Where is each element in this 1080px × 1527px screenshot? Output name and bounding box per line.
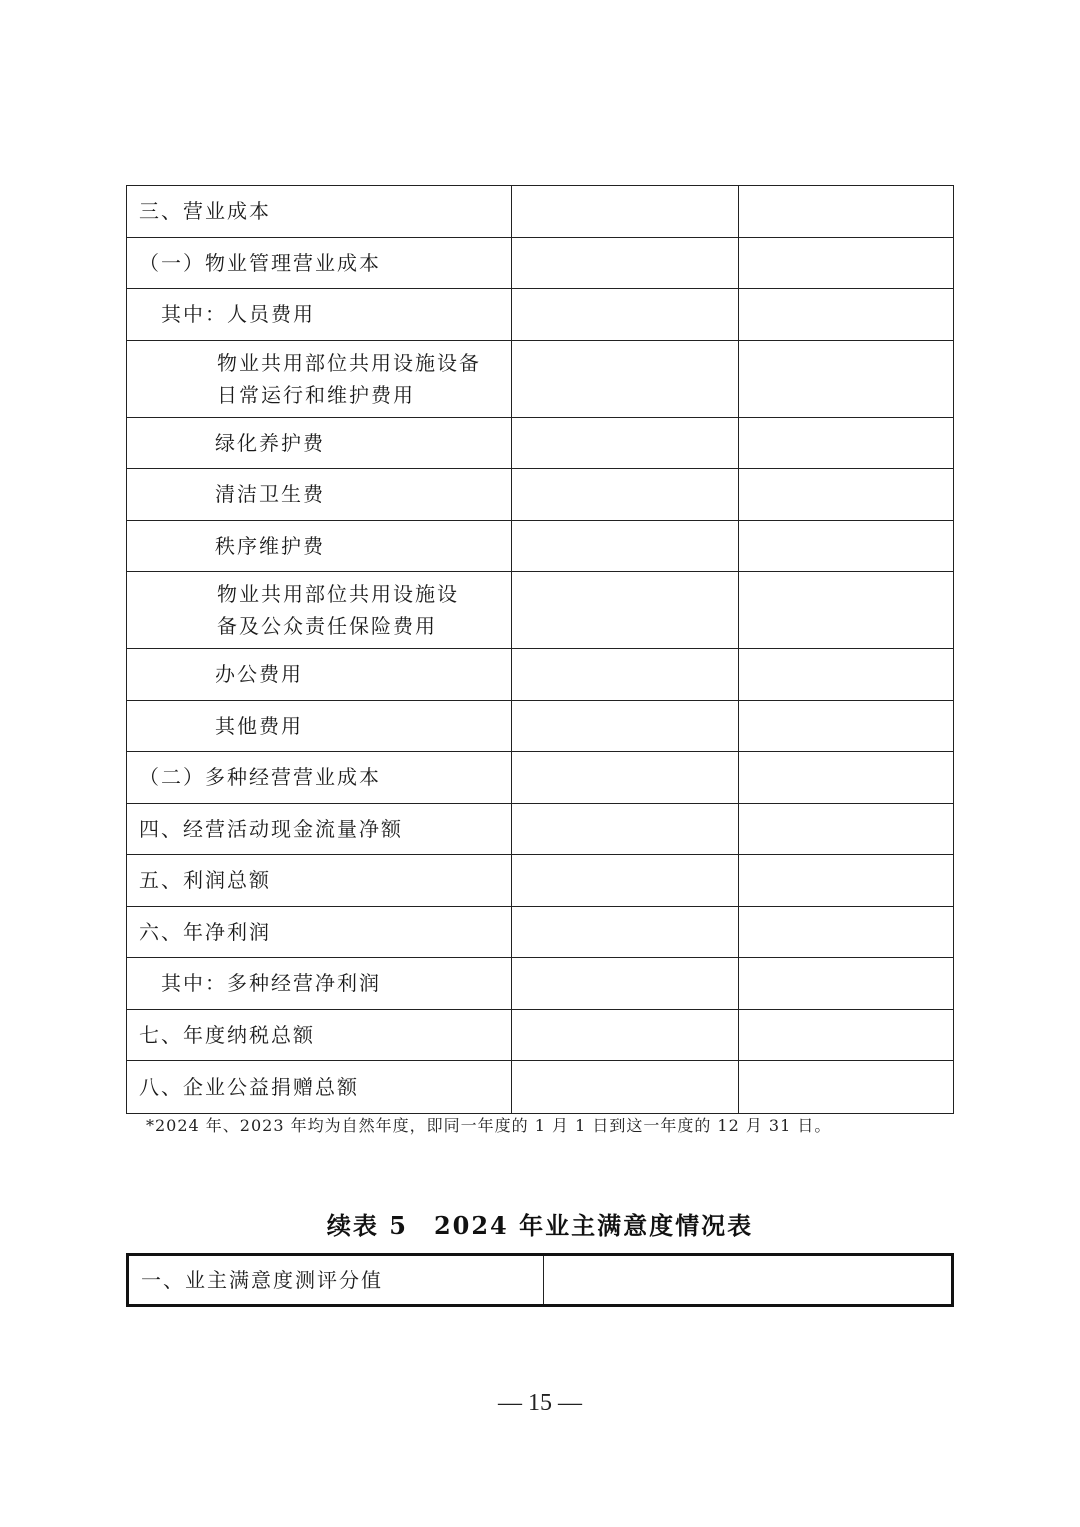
row-label: 八、企业公益捐赠总额 — [127, 1061, 512, 1113]
table-row — [127, 238, 953, 290]
value-cell-1 — [512, 649, 739, 700]
table-row — [127, 649, 953, 701]
table-row — [127, 958, 953, 1010]
table-row — [127, 1010, 953, 1062]
value-cell-1 — [512, 418, 739, 469]
table-row — [127, 341, 953, 418]
value-cell-1 — [512, 341, 739, 417]
row-label: 物业共用部位共用设施设 备及公众责任保险费用 — [127, 572, 512, 648]
table-row — [127, 804, 953, 856]
table-row — [127, 469, 953, 521]
row-label: 清洁卫生费 — [127, 469, 512, 520]
value-cell-1 — [512, 186, 739, 237]
row-label: 四、经营活动现金流量净额 — [127, 804, 512, 855]
row-label: 三、营业成本 — [127, 186, 512, 237]
value-cell-1 — [512, 572, 739, 648]
row-label: 物业共用部位共用设施设备 日常运行和维护费用 — [127, 341, 512, 417]
satisfaction-table — [126, 1253, 954, 1307]
value-cell-2 — [739, 958, 953, 1009]
table-row — [127, 1061, 953, 1113]
value-cell-1 — [512, 804, 739, 855]
table-row — [127, 418, 953, 470]
row-label: 五、利润总额 — [127, 855, 512, 906]
row-label: 办公费用 — [127, 649, 512, 700]
row-label: 其中：人员费用 — [127, 289, 512, 340]
value-cell — [544, 1256, 951, 1304]
value-cell-2 — [739, 469, 953, 520]
value-cell-2 — [739, 572, 953, 648]
value-cell-1 — [512, 521, 739, 572]
value-cell-2 — [739, 186, 953, 237]
value-cell-1 — [512, 289, 739, 340]
row-label: 六、年净利润 — [127, 907, 512, 958]
table-row — [127, 572, 953, 649]
table-row — [127, 701, 953, 753]
value-cell-1 — [512, 469, 739, 520]
value-cell-2 — [739, 418, 953, 469]
value-cell-2 — [739, 1010, 953, 1061]
value-cell-2 — [739, 701, 953, 752]
value-cell-2 — [739, 1061, 953, 1113]
row-label: 秩序维护费 — [127, 521, 512, 572]
value-cell-1 — [512, 958, 739, 1009]
value-cell-1 — [512, 855, 739, 906]
value-cell-2 — [739, 855, 953, 906]
value-cell-2 — [739, 804, 953, 855]
value-cell-1 — [512, 1061, 739, 1113]
value-cell-1 — [512, 238, 739, 289]
value-cell-2 — [739, 907, 953, 958]
value-cell-1 — [512, 752, 739, 803]
table-row — [127, 186, 953, 238]
row-label: 绿化养护费 — [127, 418, 512, 469]
page-number: — 15 — — [498, 1390, 582, 1416]
value-cell-1 — [512, 907, 739, 958]
table-row — [127, 289, 953, 341]
value-cell-1 — [512, 1010, 739, 1061]
table-row — [127, 907, 953, 959]
value-cell-2 — [739, 752, 953, 803]
table-row — [127, 752, 953, 804]
table-row — [127, 521, 953, 573]
value-cell-1 — [512, 701, 739, 752]
row-label: （二）多种经营营业成本 — [127, 752, 512, 803]
row-label: 其中：多种经营净利润 — [127, 958, 512, 1009]
row-label: 一、业主满意度测评分值 — [129, 1256, 544, 1304]
row-label: （一）物业管理营业成本 — [127, 238, 512, 289]
row-label: 七、年度纳税总额 — [127, 1010, 512, 1061]
table-row — [127, 855, 953, 907]
value-cell-2 — [739, 238, 953, 289]
row-label: 其他费用 — [127, 701, 512, 752]
value-cell-2 — [739, 341, 953, 417]
financial-table — [126, 185, 954, 1114]
value-cell-2 — [739, 289, 953, 340]
footnote: *2024 年、2023 年均为自然年度，即同一年度的 1 月 1 日到这一年度的 12 月 31 日。 — [146, 1116, 832, 1135]
value-cell-2 — [739, 649, 953, 700]
table-title: 续表 5 2024 年业主满意度情况表 — [326, 1211, 754, 1240]
value-cell-2 — [739, 521, 953, 572]
